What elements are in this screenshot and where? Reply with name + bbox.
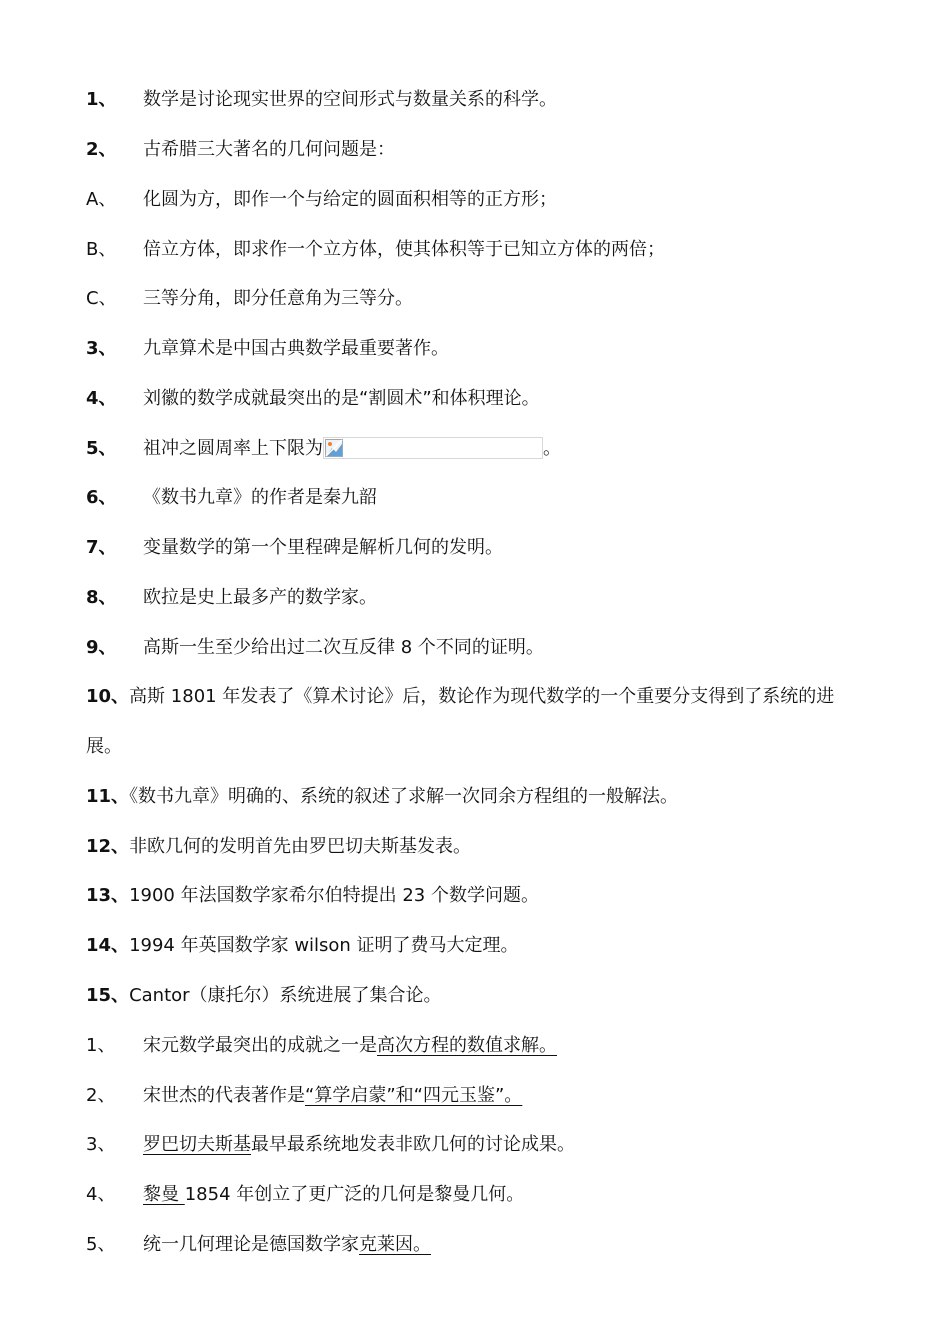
item-number: 6、 xyxy=(86,487,117,508)
item-number: 15、 xyxy=(86,985,130,1006)
answer-text: 黎曼 xyxy=(143,1184,185,1205)
list-item xyxy=(86,434,876,464)
answer-text: “算学启蒙”和“四元玉鉴”。 xyxy=(305,1085,523,1106)
item-text: 倍立方体，即求作一个立方体，使其体积等于已知立方体的两倍； xyxy=(143,239,665,260)
item-text xyxy=(143,1081,522,1111)
item-text-after: 。 xyxy=(543,438,561,459)
item-text: 《数书九章》的作者是秦九韶 xyxy=(143,487,377,508)
item-number: 1、 xyxy=(86,89,117,110)
list-item xyxy=(86,672,866,772)
answer-item xyxy=(86,1180,876,1210)
list-item xyxy=(86,533,876,563)
item-text xyxy=(143,1180,524,1210)
item-text: 九章算术是中国古典数学最重要著作。 xyxy=(143,338,449,359)
item-text: 欧拉是史上最多产的数学家。 xyxy=(143,587,377,608)
broken-image-icon xyxy=(325,439,343,457)
item-number: 11、 xyxy=(86,786,130,807)
item-number: 1、 xyxy=(86,1035,116,1056)
item-text xyxy=(143,1230,431,1260)
question-text: 统一几何理论是德国数学家 xyxy=(143,1234,359,1255)
item-text: 刘徽的数学成就最突出的是“割圆术”和体积理论。 xyxy=(143,388,540,409)
item-number: 5、 xyxy=(86,1234,116,1255)
question-text: 宋元数学最突出的成就之一是 xyxy=(143,1035,377,1056)
list-item xyxy=(86,832,876,862)
answer-text: 克莱因。 xyxy=(359,1234,431,1255)
item-text: 古希腊三大著名的几何问题是： xyxy=(143,139,395,160)
answer-item xyxy=(86,1130,876,1160)
list-item xyxy=(86,85,876,115)
list-item xyxy=(86,583,876,613)
item-text: 三等分角，即分任意角为三等分。 xyxy=(143,288,413,309)
trailing-text: 最早最系统地发表非欧几何的讨论成果。 xyxy=(251,1134,575,1155)
item-text: 1994 年英国数学家 wilson 证明了费马大定理。 xyxy=(129,935,519,956)
list-item xyxy=(86,185,876,215)
list-item xyxy=(86,931,876,961)
item-number: 14、 xyxy=(86,935,130,956)
answer-text: 高次方程的数值求解。 xyxy=(377,1035,557,1056)
item-text xyxy=(143,1031,557,1061)
answer-item xyxy=(86,1081,876,1111)
item-number: 7、 xyxy=(86,537,117,558)
item-number: 13、 xyxy=(86,885,130,906)
item-number: 5、 xyxy=(86,438,117,459)
list-item xyxy=(86,284,876,314)
item-number: A、 xyxy=(86,189,117,210)
item-text xyxy=(143,434,561,464)
item-number: 10、 xyxy=(86,686,130,707)
item-text: 数学是讨论现实世界的空间形式与数量关系的科学。 xyxy=(143,89,557,110)
item-text: 变量数学的第一个里程碑是解析几何的发明。 xyxy=(143,537,503,558)
item-number: C、 xyxy=(86,288,117,309)
list-item xyxy=(86,981,876,1011)
formula-image-placeholder xyxy=(323,437,543,459)
list-item xyxy=(86,334,876,364)
list-item xyxy=(86,782,876,812)
item-number: 2、 xyxy=(86,1085,116,1106)
list-item xyxy=(86,135,876,165)
list-item xyxy=(86,881,876,911)
item-text: 化圆为方，即作一个与给定的圆面积相等的正方形； xyxy=(143,189,557,210)
list-item xyxy=(86,235,876,265)
item-number: 2、 xyxy=(86,139,117,160)
answer-item xyxy=(86,1031,876,1061)
item-text: 高斯一生至少给出过二次互反律 8 个不同的证明。 xyxy=(143,637,544,658)
item-number: 4、 xyxy=(86,388,117,409)
item-text: Cantor（康托尔）系统进展了集合论。 xyxy=(129,985,442,1006)
item-number: 12、 xyxy=(86,836,130,857)
item-number: 3、 xyxy=(86,338,117,359)
list-item xyxy=(86,633,876,663)
item-text-before: 祖冲之圆周率上下限为 xyxy=(143,438,323,459)
item-number: 8、 xyxy=(86,587,117,608)
answer-text: 罗巴切夫斯基 xyxy=(143,1134,251,1155)
item-text: 《数书九章》明确的、系统的叙述了求解一次同余方程组的一般解法。 xyxy=(129,786,679,807)
item-number: B、 xyxy=(86,239,117,260)
item-text: 高斯 1801 年发表了《算术讨论》后，数论作为现代数学的一个重要分支得到了系统的进展。 xyxy=(86,686,835,757)
item-text: 非欧几何的发明首先由罗巴切夫斯基发表。 xyxy=(129,836,472,857)
item-number: 3、 xyxy=(86,1134,116,1155)
item-number: 9、 xyxy=(86,637,117,658)
item-number: 4、 xyxy=(86,1184,116,1205)
question-text: 宋世杰的代表著作是 xyxy=(143,1085,305,1106)
answer-item xyxy=(86,1230,876,1260)
trailing-text: 1854 年创立了更广泛的几何是黎曼几何。 xyxy=(184,1184,525,1205)
item-text xyxy=(143,1130,575,1160)
item-text: 1900 年法国数学家希尔伯特提出 23 个数学问题。 xyxy=(129,885,539,906)
list-item xyxy=(86,384,876,414)
list-item xyxy=(86,483,876,513)
